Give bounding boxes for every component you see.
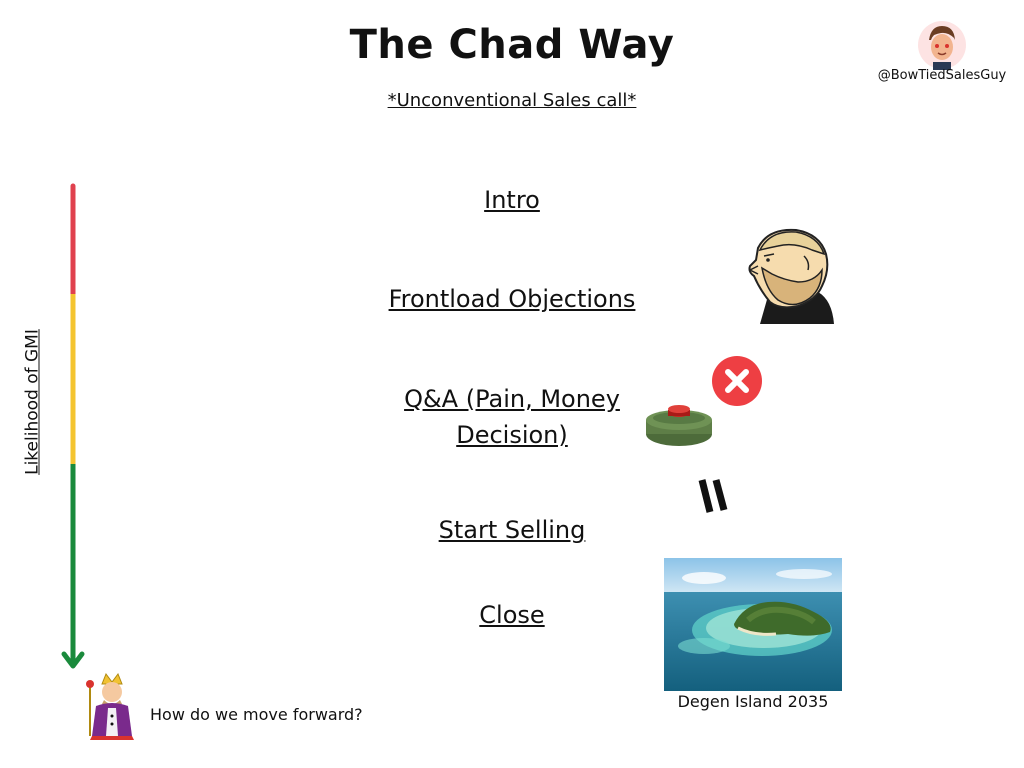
king-icon [82,670,144,740]
step-intro: Intro [484,186,540,214]
author-handle: @BowTiedSalesGuy [877,68,1007,83]
equals-sign-icon [694,476,734,516]
chad-face-icon [738,226,838,324]
island-caption: Degen Island 2035 [677,692,829,711]
red-x-icon [710,354,764,408]
step-start-selling: Start Selling [438,516,586,544]
closing-question: How do we move forward? [150,705,363,724]
step-frontload-objections: Frontload Objections [388,285,636,313]
likelihood-arrow [60,182,88,674]
page-title: The Chad Way [349,22,675,68]
step-qa-line2: Decision) [456,421,568,449]
page-subtitle: *Unconventional Sales call* [387,90,637,111]
avatar-icon [917,20,967,70]
degen-island-image [664,558,842,691]
landmine-icon [644,402,714,448]
axis-label: Likelihood of GMI [22,329,43,475]
step-close: Close [479,601,545,629]
step-qa-line1: Q&A (Pain, Money [404,385,620,413]
